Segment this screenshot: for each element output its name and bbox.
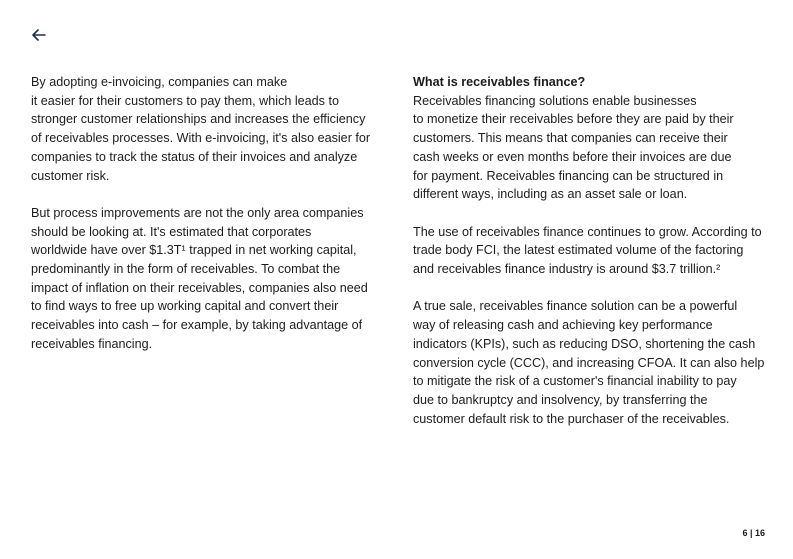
text-line: it easier for their customers to pay them, which leads to — [31, 93, 339, 108]
text-line: should be looking at. It's estimated that corporates — [31, 224, 312, 239]
text-line: different ways, including as an asset sale or loan. — [413, 187, 688, 202]
text-line: Receivables financing solutions enable businesses — [413, 93, 697, 108]
paragraph-working-capital — [31, 204, 383, 354]
text-line: way of releasing cash and achieving key performance — [413, 318, 713, 333]
text-line: customer default risk to the purchaser of the receivables. — [413, 411, 730, 426]
text-line: of receivables processes. With e-invoicing, it's also easier for — [31, 131, 371, 146]
text-line: A true sale, receivables finance solution can be a powerful — [413, 299, 738, 314]
text-line: stronger customer relationships and increases the efficiency — [31, 112, 366, 127]
text-line: companies to track the status of their invoices and analyze — [31, 149, 358, 164]
paragraph-e-invoicing — [31, 73, 383, 185]
text-line: But process improvements are not the only area companies — [31, 205, 364, 220]
text-line: predominantly in the form of receivables. To combat the — [31, 262, 341, 277]
paragraph-definition — [413, 92, 769, 204]
text-line: impact of inflation on their receivables, companies also need — [31, 280, 368, 295]
text-line: trade body FCI, the latest estimated volume of the factoring — [413, 243, 744, 258]
text-line: worldwide have over $1.3T¹ trapped in net working capital, — [31, 243, 357, 258]
left-column — [31, 73, 383, 372]
text-line: receivables financing. — [31, 336, 153, 351]
text-line: conversion cycle (CCC), and increasing CFOA. It can also help — [413, 355, 765, 370]
paragraph-growth — [413, 223, 769, 279]
text-line: By adopting e-invoicing, companies can make — [31, 75, 288, 89]
text-line: for payment. Receivables financing can be structured in — [413, 168, 724, 183]
text-line: customer risk. — [31, 168, 110, 183]
back-button[interactable] — [30, 26, 48, 44]
text-line: to find ways to free up working capital and convert their — [31, 299, 339, 314]
text-line: due to bankruptcy and insolvency, by transferring the — [413, 392, 708, 407]
paragraph-true-sale — [413, 297, 769, 428]
text-line: cash weeks or even months before their invoices are due — [413, 149, 732, 164]
text-line: The use of receivables finance continues to grow. According to — [413, 224, 762, 239]
right-column — [413, 73, 769, 447]
page-number: 6 | 16 — [742, 528, 765, 538]
text-line: customers. This means that companies can receive their — [413, 131, 728, 146]
text-line: indicators (KPIs), such as reducing DSO, shortening the cash — [413, 336, 756, 351]
text-line: receivables into cash – for example, by taking advantage of — [31, 318, 363, 333]
section-heading: What is receivables finance? — [413, 75, 586, 89]
text-line: to mitigate the risk of a customer's financial inability to pay — [413, 374, 737, 389]
text-line: to monetize their receivables before they are paid by their — [413, 112, 734, 127]
text-line: and receivables finance industry is around $3.7 trillion.² — [413, 262, 721, 277]
arrow-left-icon — [30, 26, 48, 44]
